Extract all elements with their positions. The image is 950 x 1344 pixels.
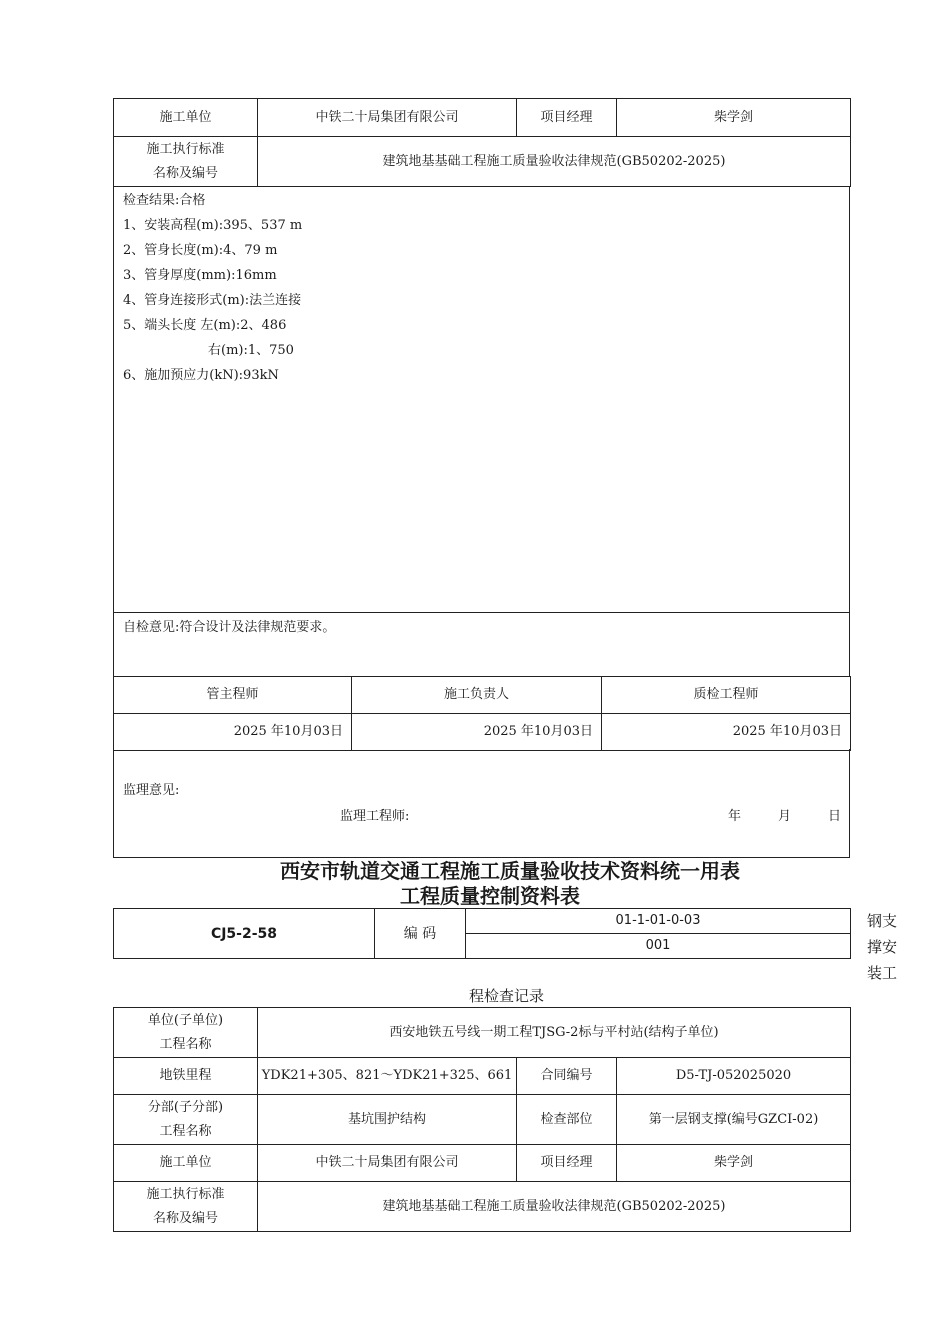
subdivision-label: 分部(子分部) 工程名称 bbox=[114, 1095, 258, 1145]
record-title: 程检查记录 bbox=[469, 987, 545, 1005]
standard-value: 建筑地基基础工程施工质量验收法律规范(GB50202-2025) bbox=[258, 1182, 851, 1232]
bottom-table bbox=[113, 1007, 851, 1232]
side-text: 钢支 撑安 装工 bbox=[867, 912, 898, 982]
result-line: 4、管身连接形式(m):法兰连接 bbox=[123, 293, 302, 308]
mileage-value: YDK21+305、821～YDK21+325、661 bbox=[258, 1058, 517, 1095]
result-line: 右(m):1、750 bbox=[208, 343, 294, 358]
contractor-label: 施工单位 bbox=[114, 99, 258, 137]
pm-value: 柴学剑 bbox=[617, 1145, 851, 1182]
result-line: 6、施加预应力(kN):93kN bbox=[123, 368, 279, 383]
top-header-table bbox=[113, 98, 851, 187]
supervision-label: 监理意见: bbox=[123, 783, 180, 798]
form-number: CJ5-2-58 bbox=[114, 909, 375, 959]
pm-label: 项目经理 bbox=[517, 99, 617, 137]
result-line: 2、管身长度(m):4、79 m bbox=[123, 243, 278, 258]
code-value-2: 001 bbox=[466, 934, 851, 959]
part-label: 检查部位 bbox=[517, 1095, 617, 1145]
results-heading: 检查结果:合格 bbox=[123, 193, 206, 208]
subdivision-value: 基坑围护结构 bbox=[258, 1095, 517, 1145]
code-label: 编 码 bbox=[375, 909, 466, 959]
standard-label: 施工执行标准 名称及编号 bbox=[114, 1182, 258, 1232]
unit-value: 西安地铁五号线一期工程TJSG-2标与平村站(结构子单位) bbox=[258, 1008, 851, 1058]
signature-date: 2025 年10月03日 bbox=[602, 714, 851, 751]
contractor-value: 中铁二十局集团有限公司 bbox=[258, 99, 517, 137]
sub-title: 工程质量控制资料表 bbox=[400, 884, 580, 908]
contract-label: 合同编号 bbox=[517, 1058, 617, 1095]
unit-label: 单位(子单位) 工程名称 bbox=[114, 1008, 258, 1058]
contractor-label: 施工单位 bbox=[114, 1145, 258, 1182]
signature-header: 管主程师 bbox=[114, 677, 352, 714]
self-check-text: 自检意见:符合设计及法律规范要求。 bbox=[123, 620, 336, 635]
contract-value: D5-TJ-052025020 bbox=[617, 1058, 851, 1095]
pm-value: 柴学剑 bbox=[617, 99, 851, 137]
supervision-month: 月 bbox=[778, 809, 792, 824]
supervision-day: 日 bbox=[828, 809, 842, 824]
supervision-engineer-label: 监理工程师: bbox=[340, 809, 410, 824]
contractor-value: 中铁二十局集团有限公司 bbox=[258, 1145, 517, 1182]
part-value: 第一层钢支撑(编号GZCI-02) bbox=[617, 1095, 851, 1145]
result-line: 3、管身厚度(mm):16mm bbox=[123, 268, 277, 283]
signature-header: 施工负责人 bbox=[352, 677, 602, 714]
standard-value: 建筑地基基础工程施工质量验收法律规范(GB50202-2025) bbox=[258, 137, 851, 187]
result-line: 1、安装高程(m):395、537 m bbox=[123, 218, 303, 233]
self-check-box bbox=[113, 612, 850, 677]
signature-date: 2025 年10月03日 bbox=[352, 714, 602, 751]
code-table bbox=[113, 908, 851, 959]
pm-label: 项目经理 bbox=[517, 1145, 617, 1182]
main-title: 西安市轨道交通工程施工质量验收技术资料统一用表 bbox=[280, 859, 740, 883]
supervision-box bbox=[113, 749, 850, 858]
mileage-label: 地铁里程 bbox=[114, 1058, 258, 1095]
signature-date: 2025 年10月03日 bbox=[114, 714, 352, 751]
results-box bbox=[113, 186, 850, 613]
standard-label: 施工执行标准 名称及编号 bbox=[114, 137, 258, 187]
result-line: 5、端头长度 左(m):2、486 bbox=[123, 318, 287, 333]
supervision-year: 年 bbox=[728, 809, 742, 824]
code-value-1: 01-1-01-0-03 bbox=[466, 909, 851, 934]
signature-header: 质检工程师 bbox=[602, 677, 851, 714]
signature-table bbox=[113, 676, 851, 751]
